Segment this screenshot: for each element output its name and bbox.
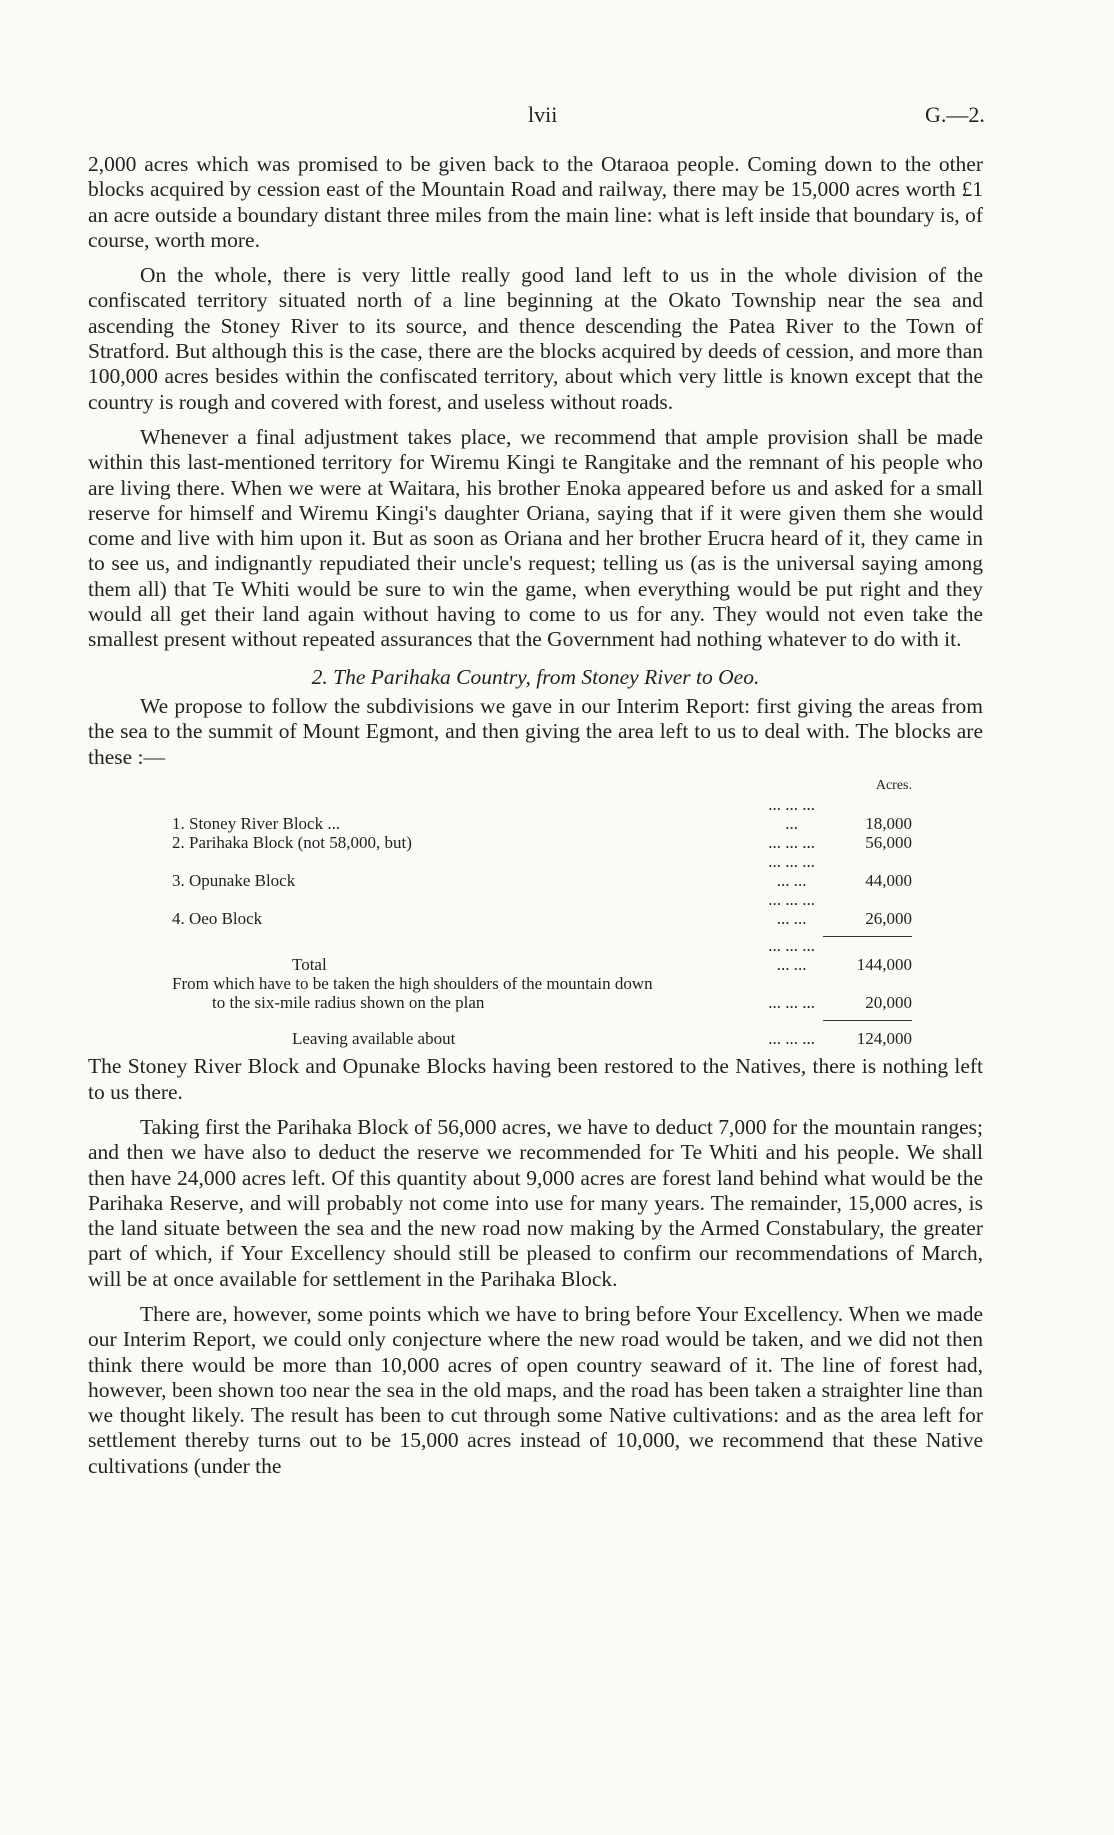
table-header-row xyxy=(172,776,912,795)
deduct-acres: 20,000 xyxy=(865,993,912,1013)
block-acres: 56,000 xyxy=(865,832,912,852)
deduct-row-1 xyxy=(172,974,912,993)
table-row xyxy=(172,833,912,852)
blocks-table xyxy=(172,776,912,1049)
leader-dots: ... ... ... ... ... xyxy=(768,889,815,928)
section-code: G.—2. xyxy=(925,102,985,127)
body-text xyxy=(88,152,983,1489)
paragraph-1: 2,000 acres which was promised to be given back to the Otaraoa people. Coming down to the other blocks acquired by cession east of the Mountain Road and railway, there may be 15,000 acres worth £1 an acre outside a boundary distant three miles from the main line: what is left inside that boundary is, of course, worth more. xyxy=(88,152,983,252)
block-acres: 26,000 xyxy=(865,908,912,928)
paragraph-7: There are, however, some points which we have to bring before Your Excellency. When we made our Interim Report, we could only conjecture where the new road would be taken, and we did not then think there would be more than 10,000 acres of open country seaward of it. The line of forest had, however, been shown too near the sea in the old maps, and the road has been taken a straighter line than we thought likely. The result has been to cut through some Native cultivations: and as the area left for settlement thereby turns out to be 15,000 acres instead of 10,000, we recommend that these Native cultivations (under the xyxy=(88,1302,983,1478)
section-heading: 2. The Parihaka Country, from Stoney River to Oeo. xyxy=(311,664,760,689)
total-label: Total xyxy=(292,955,327,975)
block-name: 1. Stoney River Block ... xyxy=(172,813,341,833)
paragraph-6: Taking first the Parihaka Block of 56,000 acres, we have to deduct 7,000 for the mountain ranges; and then we have also to deduct the reserve we recommended for Te Whiti and his people. We shall then have 24,000 acres left. Of this quantity about 9,000 acres are forest land behind what would be the Parihaka Reserve, and will probably not come into use for many years. The remainder, 15,000 acres, is the land situate between the sea and the new road now making by the Armed Constabulary, the greater part of which, if Your Excellency should still be pleased to confirm our recommendations of March, will be at once available for settlement in the Parihaka Block. xyxy=(88,1114,983,1291)
total-row xyxy=(172,936,912,974)
deduct-label-1: From which have to be taken the high shoulders of the mountain down xyxy=(172,974,653,994)
leaving-row xyxy=(172,1021,912,1049)
paragraph-3: Whenever a final adjustment takes place, we recommend that ample provision shall be made within this last-mentioned territory for Wiremu Kingi te Rangitake and the remnant of his people who are living there. When we were at Waitara, his brother Enoka appeared before us and asked for a small reserve for himself and Wiremu Kingi's daughter Oriana, saying that if it were given them she would come and live with him upon it. But as soon as Oriana and her brother Erucra heard of it, they came in to see us, and indignantly repudiated their uncle's request; telling us (as is the universal saying among them all) that Te Whiti would be sure to win the game, when everything would be put right and they would all get their land again without having to come to us for any. They would not even take the smallest present without repeated assurances that the Government had nothing whatever to do with it. xyxy=(88,424,983,652)
block-name: 4. Oeo Block xyxy=(172,908,263,928)
page-number: lvii xyxy=(528,102,558,127)
leaving-label: Leaving available about xyxy=(292,1029,456,1049)
table-row xyxy=(172,890,912,928)
leader-dots: ... ... ... xyxy=(768,1029,815,1049)
block-name: 3. Opunake Block xyxy=(172,870,296,890)
page-header xyxy=(0,102,1114,132)
table-row xyxy=(172,852,912,890)
leader-dots: ... ... ... xyxy=(768,993,815,1013)
table-row xyxy=(172,795,912,833)
block-name: 2. Parihaka Block (not 58,000, but) xyxy=(172,832,412,852)
block-acres: 18,000 xyxy=(865,813,912,833)
deduct-label-2: to the six-mile radius shown on the plan xyxy=(212,993,485,1013)
leader-dots: ... ... ... ... ... xyxy=(768,851,815,890)
total-acres: 144,000 xyxy=(823,936,912,974)
block-acres: 44,000 xyxy=(865,870,912,890)
unit-header: Acres. xyxy=(875,777,912,793)
leader-dots: ... ... ... xyxy=(768,832,815,852)
paragraph-4: We propose to follow the subdivisions we gave in our Interim Report: first giving the areas from the sea to the summit of Mount Egmont, and then giving the area left to us to deal with. The blocks are these :— xyxy=(88,693,983,769)
leader-dots: ... ... ... ... ... xyxy=(768,936,815,975)
paragraph-5: The Stoney River Block and Opunake Blocks having been restored to the Natives, there is nothing left to us there. xyxy=(88,1054,983,1104)
leader-dots: ... ... ... ... xyxy=(768,794,815,833)
deduct-row-2 xyxy=(172,993,912,1012)
leaving-acres: 124,000 xyxy=(823,1021,912,1049)
paragraph-2: On the whole, there is very little really good land left to us in the whole division of the confiscated territory situated north of a line beginning at the Okato Township near the sea and ascending the Stoney River to its source, and thence descending the Patea River to the Town of Stratford. But although this is the case, there are the blocks acquired by deeds of cession, and more than 100,000 acres besides within the confiscated territory, about which very little is known except that the country is rough and covered with forest, and useless without roads. xyxy=(88,263,983,414)
